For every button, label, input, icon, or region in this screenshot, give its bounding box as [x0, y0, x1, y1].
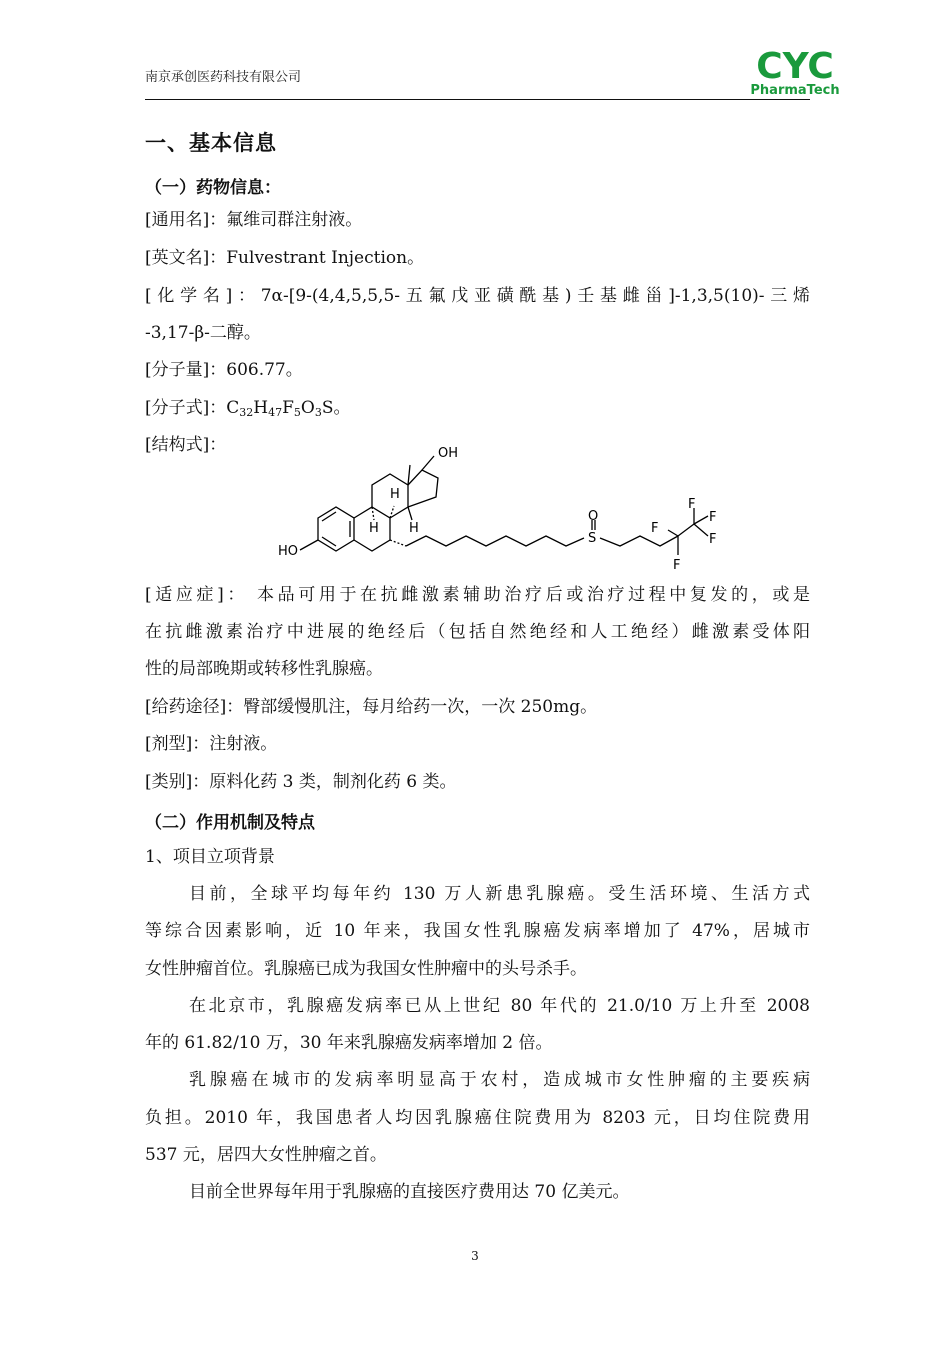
chemical-name-line1: [化学名]：7α-[9-(4,4,5,5,5-五氟戊亚磺酰基)壬基雌甾]-1,3,5(10)-三烯 — [145, 286, 810, 306]
indication-line1: [适应症]： 本品可用于在抗雌激素辅助治疗后或治疗过程中复发的，或是 — [145, 585, 810, 605]
label-o: O — [588, 509, 599, 524]
subsection-title-mechanism: （二）作用机制及特点 — [145, 813, 315, 833]
company-name: 南京承创医药科技有限公司 — [145, 70, 302, 85]
label-h3: H — [409, 521, 419, 536]
item-title-background: 1、项目立项背景 — [145, 847, 275, 867]
label-h2: H — [369, 521, 379, 536]
label-f5: F — [709, 532, 717, 547]
molecular-weight: [分子量]：606.77。 — [145, 360, 303, 380]
label-oh-top: OH — [438, 446, 459, 461]
label-f3: F — [688, 497, 696, 512]
label-h1: H — [390, 487, 400, 502]
indication-line3: 性的局部晚期或转移性乳腺癌。 — [145, 659, 383, 679]
molecular-formula: [分子式]：$C_{32}H_{47}F_5O_3S$。 — [145, 398, 351, 419]
structure-label: [结构式]： — [145, 435, 227, 455]
label-f1: F — [651, 521, 659, 536]
paragraph2-line2: 年的 61.82/10 万，30 年来乳腺癌发病率增加 2 倍。 — [145, 1033, 553, 1053]
formula-label: [分子式]： — [145, 398, 227, 418]
generic-name: [通用名]：氟维司群注射液。 — [145, 210, 363, 230]
paragraph2-line1: 在北京市，乳腺癌发病率已从上世纪 80 年代的 21.0/10 万上升至 2008 — [189, 996, 810, 1016]
drug-category: [类别]：原料化药 3 类，制剂化药 6 类。 — [145, 772, 457, 792]
indication-line2: 在抗雌激素治疗中进展的绝经后（包括自然绝经和人工绝经）雌激素受体阳 — [145, 622, 810, 642]
dosage-form: [剂型]：注射液。 — [145, 734, 278, 754]
subsection-title-drug-info: （一）药物信息： — [145, 178, 281, 198]
english-name: [英文名]：Fulvestrant Injection。 — [145, 248, 425, 268]
paragraph3-line2: 负担。2010 年，我国患者人均因乳腺癌住院费用为 8203 元，日均住院费用 — [145, 1108, 810, 1128]
paragraph3-line1: 乳腺癌在城市的发病率明显高于农村，造成城市女性肿瘤的主要疾病 — [189, 1070, 810, 1090]
paragraph1-line3: 女性肿瘤首位。乳腺癌已成为我国女性肿瘤中的头号杀手。 — [145, 959, 587, 979]
label-ho-left: HO — [278, 544, 299, 559]
header-divider — [145, 99, 810, 100]
cyc-pharmatech-logo — [744, 40, 846, 98]
paragraph1-line2: 等综合因素影响，近 10 年来，我国女性乳腺癌发病率增加了 47%，居城市 — [145, 921, 810, 941]
label-s: S — [588, 531, 597, 546]
administration-route: [给药途径]：臀部缓慢肌注，每月给药一次，一次 250mg。 — [145, 697, 598, 717]
label-f4: F — [709, 510, 717, 525]
paragraph3-line3: 537 元，居四大女性肿瘤之首。 — [145, 1145, 387, 1165]
section-title: 一、基本信息 — [145, 131, 277, 155]
label-f2: F — [673, 558, 681, 573]
page-number: 3 — [471, 1249, 479, 1263]
chemical-structure — [270, 440, 730, 575]
paragraph1-line1: 目前，全球平均每年约 130 万人新患乳腺癌。受生活环境、生活方式 — [189, 884, 810, 904]
logo-mark: CYC — [756, 46, 834, 87]
paragraph4-line1: 目前全世界每年用于乳腺癌的直接医疗费用达 70 亿美元。 — [189, 1182, 630, 1202]
chemical-name-line2: -3,17-β-二醇。 — [145, 323, 261, 343]
logo-subtext: PharmaTech — [750, 83, 840, 98]
